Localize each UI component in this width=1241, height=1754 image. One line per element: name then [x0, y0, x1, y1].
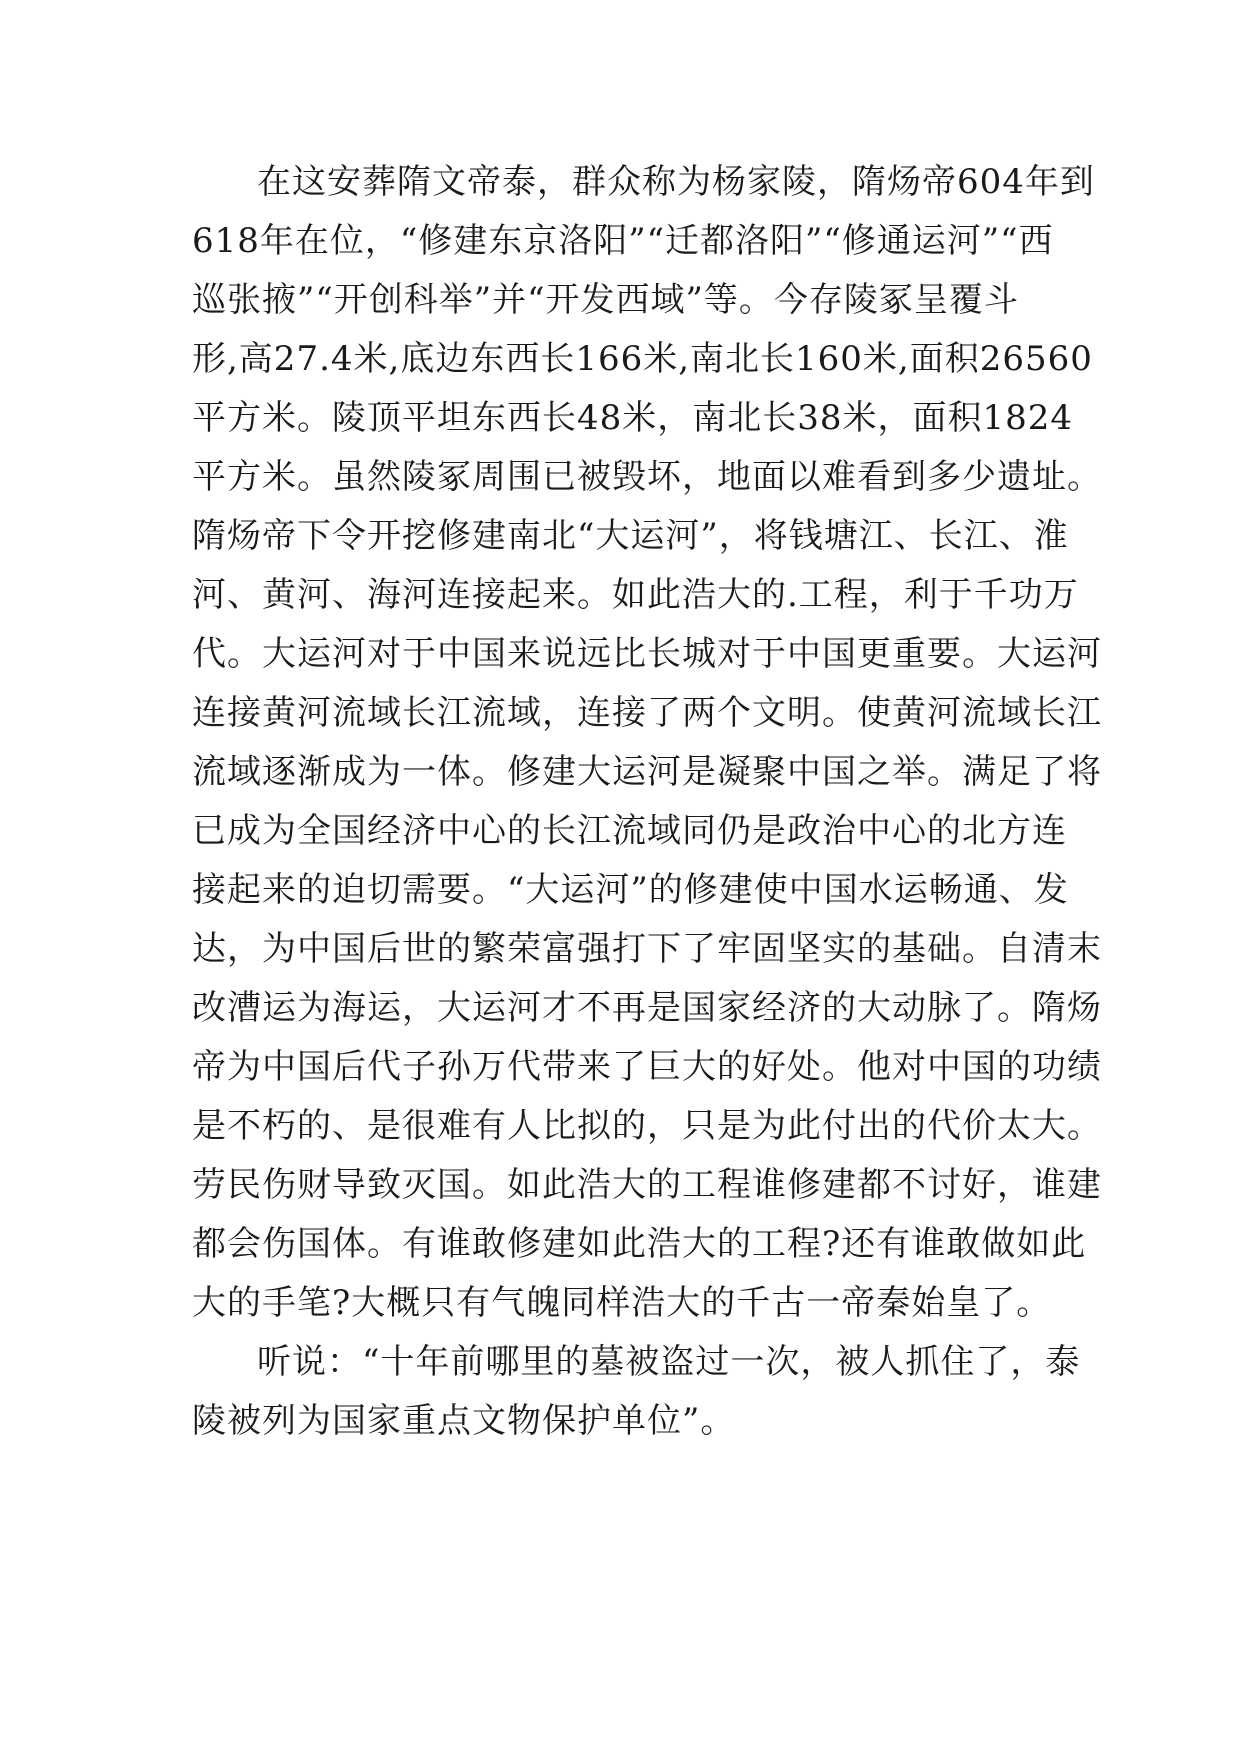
- paragraph-1-line-18: 劳民伤财导致灭国。如此浩大的工程谁修建都不讨好，谁建: [192, 1165, 1102, 1205]
- paragraph-1-line-5: 平方米。陵顶平坦东西长48米，南北长38米，面积1824: [192, 398, 1074, 438]
- paragraph-1-line-19: 都会伤国体。有谁敢修建如此浩大的工程?还有谁敢做如此: [192, 1224, 1087, 1264]
- paragraph-1-line-14: 达，为中国后世的繁荣富强打下了牢固坚实的基础。自清末: [192, 929, 1102, 969]
- paragraph-1-line-10: 连接黄河流域长江流域，连接了两个文明。使黄河流域长江: [192, 693, 1102, 733]
- paragraph-1-line-13: 接起来的迫切需要。“大运河”的修建使中国水运畅通、发: [192, 870, 1069, 910]
- paragraph-1-line-11: 流域逐渐成为一体。修建大运河是凝聚中国之举。满足了将: [192, 752, 1102, 792]
- paragraph-1-line-15: 改漕运为海运，大运河才不再是国家经济的大动脉了。隋炀: [192, 988, 1102, 1028]
- paragraph-1-line-8: 河、黄河、海河连接起来。如此浩大的.工程，利于千功万: [192, 575, 1079, 615]
- paragraph-1-line-6: 平方米。虽然陵冢周围已被毁坏，地面以难看到多少遗址。: [192, 457, 1102, 497]
- paragraph-1-line-9: 代。大运河对于中国来说远比长城对于中国更重要。大运河: [192, 634, 1102, 674]
- paragraph-1-line-16: 帝为中国后代子孙万代带来了巨大的好处。他对中国的功绩: [192, 1047, 1102, 1087]
- paragraph-1-line-3: 巡张掖”“开创科举”并“开发西域”等。今存陵冢呈覆斗: [192, 280, 1019, 320]
- paragraph-2-line-2: 陵被列为国家重点文物保护单位”。: [192, 1401, 736, 1441]
- paragraph-1-line-20: 大的手笔?大概只有气魄同样浩大的千古一帝秦始皇了。: [192, 1283, 1052, 1323]
- paragraph-1-line-7: 隋炀帝下令开挖修建南北“大运河”，将钱塘江、长江、淮: [192, 516, 1069, 556]
- paragraph-1-line-1: 在这安葬隋文帝泰，群众称为杨家陵，隋炀帝604年到: [257, 162, 1095, 202]
- paragraph-1-line-12: 已成为全国经济中心的长江流域同仍是政治中心的北方连: [192, 811, 1067, 851]
- paragraph-2-line-1: 听说：“十年前哪里的墓被盗过一次，被人抓住了，泰: [257, 1342, 1081, 1382]
- paragraph-1-line-4: 形,高27.4米,底边东西长166米,南北长160米,面积26560: [192, 339, 1093, 379]
- paragraph-1-line-2: 618年在位，“修建东京洛阳”“迁都洛阳”“修通运河”“西: [192, 221, 1054, 261]
- paragraph-1-line-17: 是不朽的、是很难有人比拟的，只是为此付出的代价太大。: [192, 1106, 1102, 1146]
